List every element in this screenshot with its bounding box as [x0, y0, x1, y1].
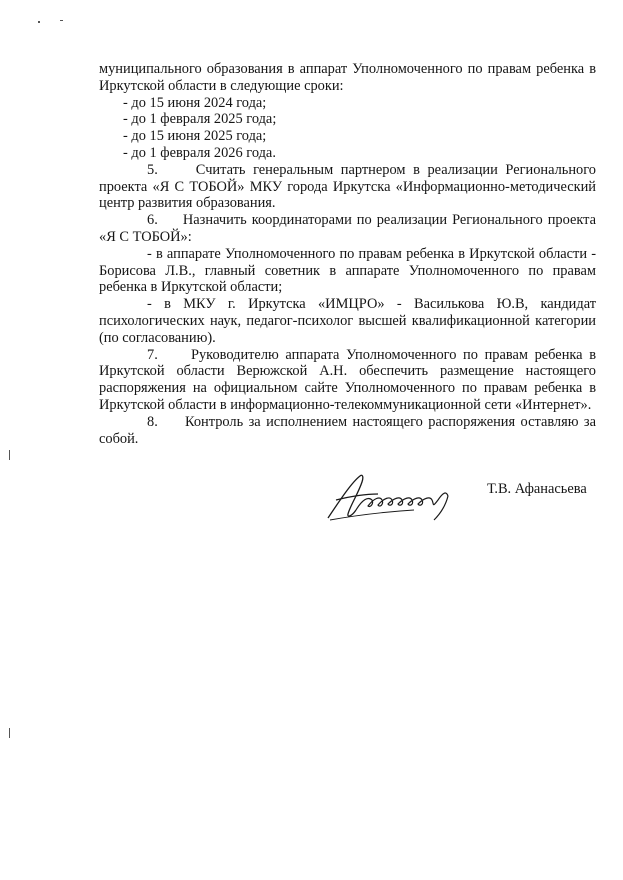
clause-5: 5. Считать генеральным партнером в реализации Регионального проекта «Я С ТОБОЙ» МКУ города Иркутска «Информационно-методический центр развития образования. — [99, 161, 596, 212]
clause-7: 7. Руководителю аппарата Уполномоченного по правам ребенка в Иркутской области Верюжской А.Н. обеспечить размещение настоящего распоряжения на официальном сайте Уполномоченного по правам ребенка в Иркутской области в информационно-телекоммуникационной сети «Интернет». — [99, 346, 596, 413]
deadline-item: - до 1 февраля 2026 года. — [123, 144, 276, 161]
coordinator-item: - в МКУ г. Иркутска «ИМЦРО» - Василькова Ю.В, кандидат психологических наук, педагог-психолог высшей квалификационной категории (по согласованию). — [99, 296, 596, 346]
scan-speck — [38, 21, 40, 23]
scan-speck — [60, 20, 63, 21]
handwritten-signature — [322, 470, 472, 525]
clause-8: 8. Контроль за исполнением настоящего распоряжения оставляю за собой. — [99, 413, 596, 447]
deadline-item: - до 1 февраля 2025 года; — [123, 111, 277, 128]
clause-6: 6. Назначить координаторами по реализации Регионального проекта «Я С ТОБОЙ»: — [99, 212, 596, 245]
coordinator-item: - в аппарате Уполномоченного по правам ребенка в Иркутской области - Борисова Л.В., главный советник в аппарате Уполномоченного по правам ребенка в Иркутской области; — [99, 245, 596, 296]
scan-speck — [9, 450, 10, 460]
document-body — [99, 61, 596, 447]
deadline-item: - до 15 июня 2024 года; — [123, 94, 267, 111]
scan-speck — [9, 728, 10, 738]
paragraph-continuation: муниципального образования в аппарат Уполномоченного по правам ребенка в Иркутской области в следующие сроки: — [99, 61, 596, 94]
signatory-name: Т.В. Афанасьева — [487, 481, 587, 497]
deadline-item: - до 15 июня 2025 года; — [123, 128, 267, 145]
